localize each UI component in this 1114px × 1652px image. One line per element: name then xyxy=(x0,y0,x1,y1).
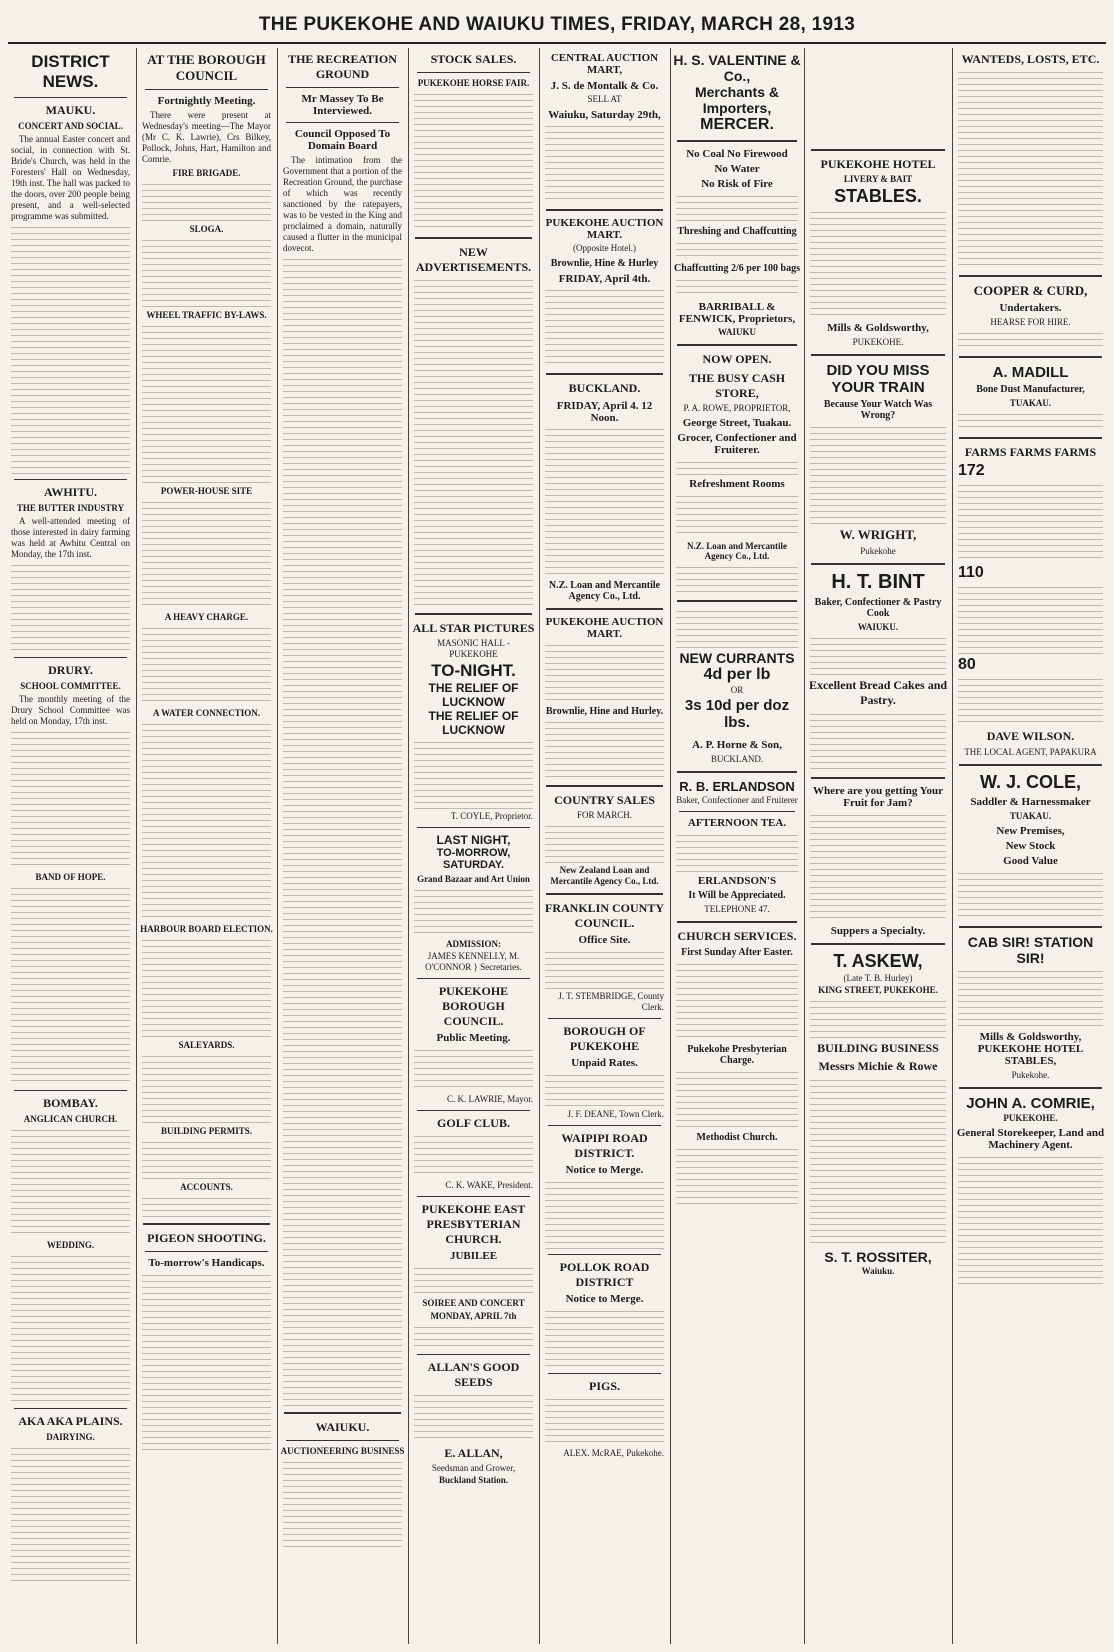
water-connection-text xyxy=(142,721,271,921)
all-star-title: ALL STAR PICTURES xyxy=(412,621,535,635)
nz-loan-1: N.Z. Loan and Mercantile Agency Co., Ltd. xyxy=(548,580,661,602)
erlandson-desc: Baker, Confectioner and Fruiterer xyxy=(676,795,798,805)
pukekohe-hotel: PUKEKOHE HOTEL xyxy=(820,157,936,171)
good-value: Good Value xyxy=(1003,855,1058,867)
buckland-text xyxy=(545,426,664,576)
mart2-text-2 xyxy=(545,719,664,779)
cole-tuakau: TUAKAU. xyxy=(1009,811,1052,821)
aka-aka-heading: AKA AKA PLAINS. xyxy=(18,1414,123,1428)
erlandson: R. B. ERLANDSON xyxy=(679,779,795,794)
sloga-heading: SLOGA. xyxy=(189,224,224,234)
telephone: TELEPHONE 47. xyxy=(704,904,770,914)
recreation-ground-title: THE RECREATION GROUND xyxy=(288,52,397,81)
masthead: THE PUKEKOHE AND WAIUKU TIMES, FRIDAY, MARCH 28, 1913 xyxy=(258,14,856,35)
grand-bazaar: Grand Bazaar and Art Union xyxy=(417,874,530,884)
buckland-heading: BUCKLAND. xyxy=(568,381,641,395)
horne-buckland: BUCKLAND. xyxy=(710,754,764,764)
to-night: TO-NIGHT. xyxy=(431,661,516,680)
cole-text xyxy=(958,870,1103,920)
country-sales: COUNTRY SALES xyxy=(554,793,655,807)
barriball-fenwick: BARRIBALL & FENWICK, Proprietors, xyxy=(678,301,796,325)
awhitu-text: A well-attended meeting of those interested in dairy farming was held at Awhitu Central on Monday, the 17th inst. xyxy=(11,516,130,559)
monday-date: MONDAY, APRIL 7th xyxy=(430,1311,517,1321)
dairying-heading: DAIRYING. xyxy=(46,1432,95,1442)
borough-council-subtitle: Fortnightly Meeting. xyxy=(157,95,256,107)
column-ads-1 xyxy=(673,48,801,1644)
currants-or: OR xyxy=(730,685,744,695)
mcrae-sign: ALEX. McRAE, Pukekohe. xyxy=(563,1448,664,1458)
fruit-text xyxy=(810,812,946,922)
wheel-traffic-text xyxy=(142,323,271,483)
allan-seeds-heading: ALLAN'S GOOD SEEDS xyxy=(427,1360,520,1389)
stembridge-sign: J. T. STEMBRIDGE, County Clerk. xyxy=(558,991,664,1012)
pigs-text xyxy=(545,1396,664,1446)
a-madill: A. MADILL xyxy=(992,364,1069,381)
mills-stables: Mills & Goldsworthy, PUKEKOHE HOTEL STABLES, xyxy=(977,1031,1084,1067)
farm-172-text xyxy=(958,482,1103,562)
no-water: No Water xyxy=(714,163,760,175)
golf-club-text xyxy=(414,1133,533,1178)
watch-text xyxy=(810,424,946,524)
horse-fair-heading: PUKEKOHE HORSE FAIR. xyxy=(417,78,530,88)
barriball-waiuku: WAIUKU xyxy=(717,327,756,337)
stables: STABLES. xyxy=(834,186,922,206)
w-wright: W. WRIGHT, xyxy=(839,527,917,542)
country-sales-text xyxy=(545,823,664,863)
allan-role: Seedsman and Grower, xyxy=(431,1463,516,1473)
central-auction-mart: CENTRAL AUCTION MART, xyxy=(550,52,659,76)
waipipi-text xyxy=(545,1179,664,1249)
madill-desc: Bone Dust Manufacturer, xyxy=(976,384,1085,395)
erlandsons: ERLANDSON'S xyxy=(697,875,777,887)
comrie-text xyxy=(958,1154,1103,1284)
mills-pukekohe: PUKEKOHE. xyxy=(852,337,904,347)
methodist-church: Methodist Church. xyxy=(696,1132,778,1143)
band-of-hope-heading: BAND OF HOPE. xyxy=(35,872,106,882)
tomorrow-saturday: TO-MORROW, SATURDAY. xyxy=(436,847,511,871)
valentine-name: H. S. VALENTINE & Co., xyxy=(673,52,801,84)
water-connection-heading: A WATER CONNECTION. xyxy=(153,708,260,718)
because-watch: Because Your Watch Was Wrong? xyxy=(823,399,933,421)
refreshment-text xyxy=(676,493,798,538)
merchants-importers: Merchants & Importers, xyxy=(694,84,780,116)
chaffcutting: Chaffcutting 2/6 per 100 bags xyxy=(674,263,800,274)
cooper-curd: COOPER & CURD, xyxy=(973,283,1088,298)
pukekohe-auction-mart: PUKEKOHE AUCTION MART. xyxy=(545,217,664,241)
jubilee-text xyxy=(414,1265,533,1295)
saleyards-heading: SALEYARDS. xyxy=(178,1040,235,1050)
cooper-text xyxy=(958,330,1103,350)
george-street: George Street, Tuakau. xyxy=(682,417,792,429)
suppers-specialty: Suppers a Specialty. xyxy=(830,925,926,937)
mercer: MERCER. xyxy=(700,116,774,133)
waipipi-merge: Notice to Merge. xyxy=(565,1164,644,1176)
public-meeting: Public Meeting. xyxy=(436,1032,511,1044)
auctioneering-text xyxy=(283,1459,402,1549)
st-rossiter: S. T. ROSSITER, xyxy=(824,1249,932,1265)
golf-club-heading: GOLF CLUB. xyxy=(437,1116,510,1130)
unpaid-rates-text xyxy=(545,1072,664,1107)
bint-desc: Baker, Confectioner & Pastry Cook xyxy=(814,597,942,619)
harbour-board-text xyxy=(142,937,271,1037)
town-clerk: J. F. DEANE, Town Clerk. xyxy=(567,1109,664,1119)
soiree-heading: SOIREE AND CONCERT xyxy=(422,1298,525,1308)
dairying-text xyxy=(11,1445,130,1585)
agents-text xyxy=(676,564,798,594)
drury-heading: DRURY. xyxy=(48,663,93,677)
pigeon-shooting-text xyxy=(142,1272,271,1452)
mauku-text: The annual Easter concert and social, in connection with St. Bride's Church, was held in the Foresters' Hall on Wednesday, 19th inst. The hall was packed to the doors, over 200 people being present, and a well-selected programme was submitted. xyxy=(11,134,130,221)
presbyterian-heading: PUKEKOHE EAST PRESBYTERIAN CHURCH. xyxy=(421,1202,526,1246)
relief-of-lucknow-2: THE RELIEF OF LUCKNOW xyxy=(428,709,519,737)
bazaar-text xyxy=(414,887,533,937)
presbyterian-charge: Pukekohe Presbyterian Charge. xyxy=(687,1044,787,1066)
borough-pukekohe: BOROUGH OF PUKEKOHE xyxy=(563,1024,646,1053)
farm-110: 110 xyxy=(958,564,984,581)
drury-text: The monthly meeting of the Drury School Committee was held on Monday, 17th inst. xyxy=(11,694,130,726)
new-ads-heading: NEW ADVERTISEMENTS. xyxy=(415,245,532,274)
stables-text xyxy=(810,209,946,319)
mayor-signature: C. K. LAWRIE, Mayor. xyxy=(446,1094,533,1104)
franklin-council: FRANKLIN COUNTY COUNCIL. xyxy=(544,901,664,930)
fire-brigade-text xyxy=(142,181,271,221)
drury-subheading: SCHOOL COMMITTEE. xyxy=(20,681,121,691)
pictures-text xyxy=(414,739,533,809)
farms-heading: FARMS FARMS FARMS xyxy=(964,445,1097,459)
did-you-miss: DID YOU MISS YOUR TRAIN xyxy=(826,362,930,396)
bint-text-2 xyxy=(810,711,946,771)
building-text xyxy=(810,1077,946,1247)
stock-sales-title: STOCK SALES. xyxy=(430,52,517,66)
wedding-heading: WEDDING. xyxy=(46,1240,95,1250)
mauku-text-block xyxy=(11,224,130,474)
last-night: LAST NIGHT, xyxy=(436,833,511,847)
column-ads-2 xyxy=(807,48,949,1644)
accounts-text xyxy=(142,1195,271,1217)
madill-tuakau: TUAKAU. xyxy=(1009,398,1052,408)
allan-place: Buckland Station. xyxy=(438,1475,509,1485)
john-comrie: JOHN A. COMRIE, xyxy=(966,1095,1095,1112)
borough-council-title: AT THE BOROUGH COUNCIL xyxy=(147,52,266,83)
bazaar-secretaries: JAMES KENNELLY, M. O'CONNOR } Secretaries. xyxy=(425,951,522,972)
new-ads-text xyxy=(414,277,533,607)
wanteds-text xyxy=(958,69,1103,269)
recreation-ground-intro: The intimation from the Government that a portion of the Recreation Ground, the purchase of which was recently sanctioned by the ratepayers, was to be vested in the King and proclaimed a domain, naturally caused a flutter in the municipal dovecot. xyxy=(283,155,402,253)
power-house-text xyxy=(142,499,271,609)
pigs-heading: PIGS. xyxy=(588,1379,620,1393)
masonic-hall: MASONIC HALL - PUKEKOHE xyxy=(437,638,510,659)
sell-at: SELL AT xyxy=(587,94,622,104)
wj-cole: W. J. COLE, xyxy=(979,772,1081,792)
grocer-text xyxy=(676,459,798,475)
dave-wilson: DAVE WILSON. xyxy=(986,729,1075,743)
saleyards-text xyxy=(142,1053,271,1123)
relief-of-lucknow-1: THE RELIEF OF LUCKNOW xyxy=(428,681,519,709)
pollok-text xyxy=(545,1308,664,1368)
wheel-traffic-heading: WHEEL TRAFFIC BY-LAWS. xyxy=(146,310,267,320)
afternoon-tea-text xyxy=(676,832,798,872)
threshing-text xyxy=(676,193,798,223)
livery-bait: LIVERY & BAIT xyxy=(843,174,913,184)
comrie-desc: General Storekeeper, Land and Machinery Agent. xyxy=(956,1127,1105,1151)
refreshment-rooms: Refreshment Rooms xyxy=(689,478,785,490)
methodist-text xyxy=(676,1146,798,1206)
jubilee-heading: JUBILEE xyxy=(449,1250,498,1262)
askew-street: KING STREET, PUKEKOHE. xyxy=(818,985,938,995)
farm-110-text xyxy=(958,584,1103,654)
bombay-text xyxy=(11,1127,130,1237)
borough-council-intro: There were present at Wednesday's meeting—The Mayor (Mr C. K. Lawrie), Crs Bilkey, Pollock, Johns, Hart, Hamilton and Comrie. xyxy=(142,110,271,164)
grocer: Grocer, Confectioner and Fruiterer. xyxy=(677,432,797,456)
awhitu-text-block xyxy=(11,562,130,652)
anglican-text xyxy=(676,961,798,1041)
cole-desc: Saddler & Harnessmaker xyxy=(970,796,1091,808)
admission-label: ADMISSION: xyxy=(445,939,501,949)
wedding-text xyxy=(11,1253,130,1403)
sloga-text xyxy=(142,237,271,307)
no-coal: No Coal No Firewood xyxy=(686,148,788,160)
drury-text-block xyxy=(11,729,130,869)
michie-rowe: Messrs Michie & Rowe xyxy=(818,1059,938,1073)
bint-text xyxy=(810,635,946,675)
unpaid-rates: Unpaid Rates. xyxy=(571,1057,638,1069)
public-meeting-text xyxy=(414,1047,533,1092)
buckland-date: FRIDAY, April 4. 12 Noon. xyxy=(556,400,653,424)
auctioneering-heading: AUCTIONEERING BUSINESS xyxy=(280,1446,405,1456)
dave-agent: THE LOCAL AGENT, PAPAKURA xyxy=(964,747,1097,757)
office-site: Office Site. xyxy=(578,934,631,946)
building-business: BUILDING BUSINESS xyxy=(817,1041,939,1055)
allan-seeds-text xyxy=(414,1392,533,1442)
building-permits-heading: BUILDING PERMITS. xyxy=(160,1126,252,1136)
askew-text xyxy=(810,998,946,1038)
new-currants: NEW CURRANTS xyxy=(679,650,795,666)
awhitu-heading: AWHITU. xyxy=(43,485,97,499)
wanteds-heading: WANTEDS, LOSTS, ETC. xyxy=(961,52,1100,66)
golf-signature: C. K. WAKE, President. xyxy=(445,1180,533,1190)
fruit-for-jam: Where are you getting Your Fruit for Jam? xyxy=(813,785,943,809)
t-askew: T. ASKEW, xyxy=(833,951,923,971)
pollok-merge: Notice to Merge. xyxy=(565,1293,644,1305)
waiuku-saturday: Waiuku, Saturday 29th, xyxy=(548,109,661,121)
mart-text xyxy=(545,287,664,367)
comrie-pukekohe: PUKEKOHE. xyxy=(1003,1113,1058,1123)
recreation-ground-text xyxy=(283,256,402,1406)
cheap-john-text xyxy=(676,608,798,648)
bhh-2: Brownlie, Hine and Hurley. xyxy=(545,706,664,717)
bhh-1: Brownlie, Hine & Hurley xyxy=(550,258,659,269)
heavy-charge-heading: A HEAVY CHARGE. xyxy=(164,612,249,622)
central-auction-text xyxy=(545,123,664,203)
pollok-heading: POLLOK ROAD DISTRICT xyxy=(559,1260,650,1289)
harbour-board-heading: HARBOUR BOARD ELECTION. xyxy=(140,924,273,934)
recreation-ground-subtitle-2: Council Opposed To Domain Board xyxy=(294,128,391,152)
rossiter-waiuku: Waiuku. xyxy=(861,1266,895,1276)
office-site-text xyxy=(545,949,664,989)
mauku-subheading: CONCERT AND SOCIAL. xyxy=(18,121,123,131)
bombay-subheading: ANGLICAN CHURCH. xyxy=(23,1114,118,1124)
accounts-heading: ACCOUNTS. xyxy=(180,1182,233,1192)
mills-goldsworthy: Mills & Goldsworthy, xyxy=(827,322,929,334)
column-stock-sales xyxy=(411,48,536,1644)
pukekohe-auction-mart-2: PUKEKOHE AUCTION MART. xyxy=(545,616,664,640)
de-montalk: J. S. de Montalk & Co. xyxy=(550,80,659,92)
bint-waiuku: WAIUKU. xyxy=(857,622,899,632)
currants-price-2: 3s 10d per doz lbs. xyxy=(684,697,790,731)
farm-80: 80 xyxy=(958,656,976,673)
horse-fair-text xyxy=(414,91,533,231)
presbyterian-text xyxy=(676,1069,798,1129)
busy-cash-store: THE BUSY CASH STORE, xyxy=(688,371,786,400)
nzloan-agents: N.Z. Loan and Mercantile Agency Co., Ltd. xyxy=(686,541,788,561)
band-of-hope-text xyxy=(11,885,130,1085)
threshing: Threshing and Chaffcutting xyxy=(677,226,797,237)
country-sales-sub: FOR MARCH. xyxy=(576,810,632,820)
power-house-heading: POWER-HOUSE SITE xyxy=(160,486,253,496)
allan-name: E. ALLAN, xyxy=(444,1446,503,1460)
currants-price-1: 4d per lb xyxy=(703,666,771,683)
cab-sir: CAB SIR! STATION SIR! xyxy=(967,934,1094,966)
mauku-heading: MAUKU. xyxy=(45,103,96,117)
afternoon-tea: AFTERNOON TEA. xyxy=(687,817,787,829)
undertakers: Undertakers. xyxy=(999,302,1062,314)
wright-pukekohe: Pukekohe xyxy=(860,546,896,556)
recreation-ground-subtitle: Mr Massey To Be Interviewed. xyxy=(301,93,384,117)
hearse: HEARSE FOR HIRE. xyxy=(990,317,1071,327)
friday-april-4: FRIDAY, April 4th. xyxy=(558,273,651,285)
heavy-charge-text xyxy=(142,625,271,705)
pigeon-shooting-subtitle: To-morrow's Handicaps. xyxy=(148,1257,265,1269)
fire-brigade-heading: FIRE BRIGADE. xyxy=(172,168,241,178)
rowe-proprietor: P. A. ROWE, PROPRIETOR, xyxy=(683,403,791,413)
now-open: NOW OPEN. xyxy=(702,352,772,366)
pictures-proprietor: T. COYLE, Proprietor. xyxy=(450,811,533,821)
madill-text xyxy=(958,411,1103,431)
ht-bint: H. T. BINT xyxy=(831,571,925,593)
awhitu-subheading: THE BUTTER INDUSTRY xyxy=(16,503,125,513)
farm-172: 172 xyxy=(958,462,985,479)
farm-80-text xyxy=(958,676,1103,726)
column-recreation-ground xyxy=(280,48,405,1644)
church-services: CHURCH SERVICES. xyxy=(677,929,797,943)
chaff-detail xyxy=(676,277,798,297)
building-permits-text xyxy=(142,1139,271,1179)
newspaper-columns xyxy=(8,48,1106,1644)
nz-loan-2: New Zealand Loan and Mercantile Agency Co., Ltd. xyxy=(550,865,659,886)
horne-son: A. P. Horne & Son, xyxy=(692,739,782,751)
threshing-detail xyxy=(676,240,798,260)
mart2-text-1 xyxy=(545,642,664,702)
bombay-heading: BOMBAY. xyxy=(43,1096,98,1110)
waiuku-heading: WAIUKU. xyxy=(315,1420,370,1434)
column-auctions xyxy=(542,48,667,1644)
askew-late: (Late T. B. Hurley) xyxy=(843,973,913,983)
first-sunday: First Sunday After Easter. xyxy=(681,947,793,958)
district-news-title: DISTRICT NEWS. xyxy=(31,52,110,91)
appreciated: It Will be Appreciated. xyxy=(688,890,786,901)
mills-stables-pukekohe: Pukekohe. xyxy=(1011,1070,1050,1080)
pigeon-shooting-title: PIGEON SHOOTING. xyxy=(147,1231,266,1245)
no-risk: No Risk of Fire xyxy=(701,178,773,190)
opposite-hotel: (Opposite Hotel.) xyxy=(573,243,636,253)
new-stock: New Stock xyxy=(1005,840,1056,852)
borough-council-heading: PUKEKOHE BOROUGH COUNCIL. xyxy=(438,984,509,1028)
waipipi-heading: WAIPIPI ROAD DISTRICT. xyxy=(561,1131,648,1160)
new-premises: New Premises, xyxy=(996,825,1065,837)
column-district-news xyxy=(8,48,133,1644)
masthead-rule xyxy=(8,42,1106,44)
column-borough-council xyxy=(139,48,274,1644)
column-wanteds xyxy=(955,48,1106,1644)
soiree-text xyxy=(414,1324,533,1349)
bread-cakes: Excellent Bread Cakes and Pastry. xyxy=(808,678,948,707)
cab-text xyxy=(958,968,1103,1028)
